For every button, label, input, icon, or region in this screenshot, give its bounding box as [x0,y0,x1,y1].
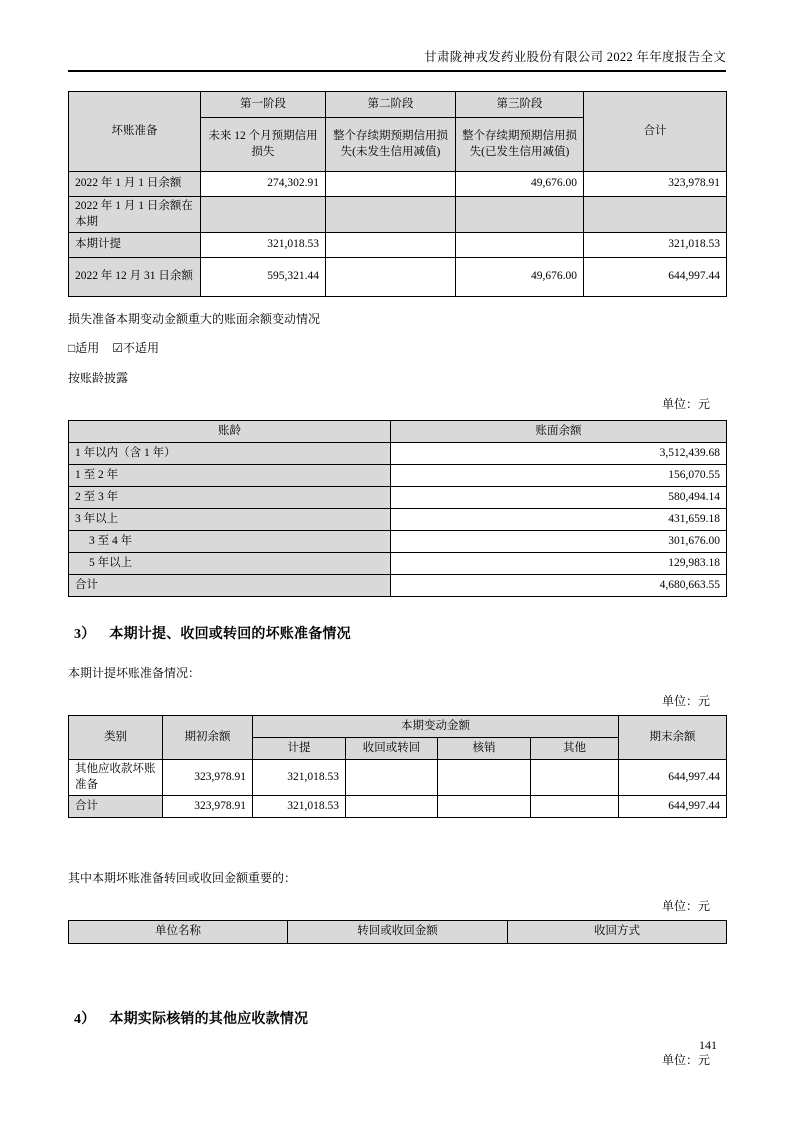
table-row [69,553,727,575]
value-cell [584,197,727,233]
value-cell [326,197,456,233]
row-label-cell: 合计 [69,796,163,818]
provision-change-table [68,715,727,818]
value-cell: 274,302.91 [201,172,326,197]
value-cell [346,796,438,818]
value-cell [456,233,584,258]
table-header-row [69,716,727,738]
value-cell [201,197,326,233]
provision-subheader-cell: 计提 [253,738,346,760]
value-cell [531,760,619,796]
value-cell: 321,018.53 [584,233,727,258]
table-row [69,443,727,465]
section-3-intro: 本期计提坏账准备情况： [68,666,201,681]
unit-label: 单位：元 [661,1053,710,1068]
stage3-subheader-cell: 整个存续期预期信用损失(已发生信用减值) [456,118,584,172]
aging-header-cell: 账龄 [69,421,391,443]
table-row [69,531,727,553]
category-header-cell: 类别 [69,716,163,760]
balance-header-cell: 账面余额 [391,421,727,443]
row-label-cell: 3 至 4 年 [69,531,391,553]
row-label-cell: 3 年以上 [69,509,391,531]
row-label-cell: 1 至 2 年 [69,465,391,487]
section-4-heading [68,1008,726,1028]
table-row [69,465,727,487]
table-row [69,509,727,531]
section-3-title: 本期计提、收回或转回的坏账准备情况 [109,627,351,643]
table-row [69,197,727,233]
table-row [69,172,727,197]
value-cell: 431,659.18 [391,509,727,531]
row-label-cell: 1 年以内（含 1 年） [69,443,391,465]
value-cell: 323,978.91 [163,760,253,796]
value-cell: 580,494.14 [391,487,727,509]
value-cell: 644,997.44 [584,258,727,297]
table-row [69,796,727,818]
writtenoff-subheader-cell: 核销 [438,738,531,760]
row-label-cell: 5 年以上 [69,553,391,575]
total-header-cell: 合计 [584,92,727,172]
recovery-method-header-cell: 收回方式 [508,921,727,944]
reversal-amount-header-cell: 转回或收回金额 [288,921,508,944]
unit-label: 单位：元 [661,899,710,914]
header-rule [68,70,726,72]
value-cell: 321,018.53 [201,233,326,258]
row-label-cell: 合计 [69,575,391,597]
value-cell: 4,680,663.55 [391,575,727,597]
value-cell: 3,512,439.68 [391,443,727,465]
table-row [69,487,727,509]
applicability-line [68,339,726,356]
value-cell [456,197,584,233]
value-cell [346,760,438,796]
row-label-cell: 2022 年 1 月 1 日余额在本期 [69,197,201,233]
page-number: 141 [699,1038,717,1052]
reversal-table [68,920,727,944]
table-row [69,575,727,597]
stage3-header-cell: 第三阶段 [456,92,584,118]
aging-disclosure-note: 按账龄披露 [68,371,129,386]
table-header-row [69,921,727,944]
value-cell [326,172,456,197]
table-row [69,760,727,796]
value-cell [438,796,531,818]
row-label-cell: 2022 年 12 月 31 日余额 [69,258,201,297]
closing-header-cell: 期末余额 [619,716,727,760]
value-cell: 49,676.00 [456,258,584,297]
stage2-subheader-cell: 整个存续期预期信用损失(未发生信用减值) [326,118,456,172]
row-label-cell: 其他应收款坏账准备 [69,760,163,796]
value-cell: 595,321.44 [201,258,326,297]
table-row [69,233,727,258]
row-label-cell: 2 至 3 年 [69,487,391,509]
row-label-cell: 2022 年 1 月 1 日余额 [69,172,201,197]
row-label-cell: 本期计提 [69,233,201,258]
reversal-note: 其中本期坏账准备转回或收回金额重要的： [68,871,297,886]
value-cell: 644,997.44 [619,796,727,818]
value-cell: 49,676.00 [456,172,584,197]
value-cell [531,796,619,818]
value-cell: 156,070.55 [391,465,727,487]
bad-debt-stage-table [68,91,727,297]
value-cell [438,760,531,796]
unit-label: 单位：元 [661,694,710,709]
aging-table [68,420,727,597]
value-cell: 323,978.91 [584,172,727,197]
corner-header-cell: 坏账准备 [69,92,201,172]
section-3-heading [68,623,726,643]
value-cell: 321,018.53 [253,796,346,818]
value-cell: 129,983.18 [391,553,727,575]
other-subheader-cell: 其他 [531,738,619,760]
table-header-row [69,92,727,118]
section-4-title: 本期实际核销的其他应收款情况 [109,1012,309,1028]
applicable-checkbox: □适用 [68,341,100,356]
stage1-header-cell: 第一阶段 [201,92,326,118]
not-applicable-checkbox: ☑不适用 [112,341,160,356]
value-cell: 644,997.44 [619,760,727,796]
section-4-number: 4） [74,1012,96,1028]
table-header-row [69,421,727,443]
value-cell: 323,978.91 [163,796,253,818]
value-cell: 301,676.00 [391,531,727,553]
opening-header-cell: 期初余额 [163,716,253,760]
significant-change-note: 损失准备本期变动金额重大的账面余额变动情况 [68,312,321,327]
stage1-subheader-cell: 未来 12 个月预期信用损失 [201,118,326,172]
change-group-header-cell: 本期变动金额 [253,716,619,738]
section-3-number: 3） [74,627,96,643]
unit-label: 单位：元 [661,397,710,412]
value-cell: 321,018.53 [253,760,346,796]
stage2-header-cell: 第二阶段 [326,92,456,118]
table-row [69,258,727,297]
page-header-title: 甘肃陇神戎发药业股份有限公司 2022 年年度报告全文 [424,50,726,64]
unit-name-header-cell: 单位名称 [69,921,288,944]
value-cell [326,233,456,258]
recovered-subheader-cell: 收回或转回 [346,738,438,760]
value-cell [326,258,456,297]
